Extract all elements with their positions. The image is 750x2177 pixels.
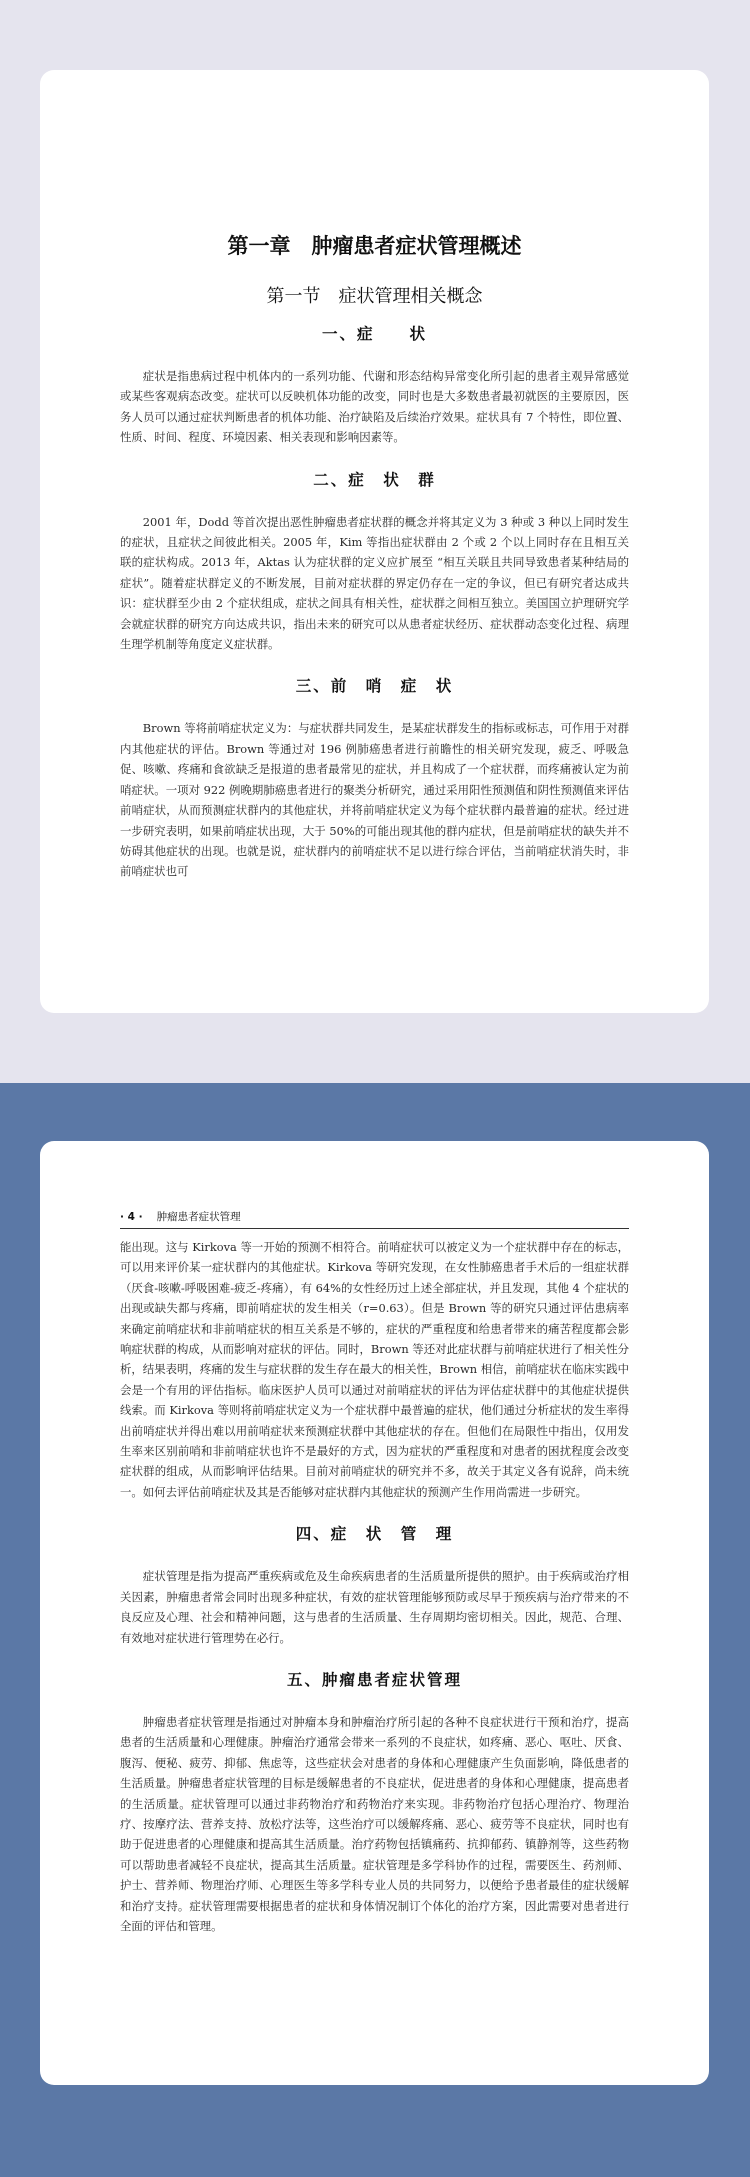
paragraph-symptom-cluster: 2001 年，Dodd 等首次提出恶性肿瘤患者症状群的概念并将其定义为 3 种或 3 种以上同时发生的症状，且症状之间彼此相关。2005 年，Kim 等指出症状群由 2 个或 2 个以上同时存在且相互关联的症状构成。2013 年，Aktas 认为症状群的定义应扩展至 “相互关联且共同导致患者某种结局的症状”。随着症状群定义的不断发展，目前对症状群的界定仍存在一定的争议，但已有研究者达成共识：症状群至少由 2 个症状组成，症状之间具有相关性，症状群之间相互独立。美国国立护理研究学会就症状群的研究方向达成共识，指出未来的研究可以从患者症状经历、症状群动态变化过程、病理生理学机制等角度定义症状群。 [120, 514, 629, 652]
paragraph-tumor-symptom-management: 肿瘤患者症状管理是指通过对肿瘤本身和肿瘤治疗所引起的各种不良症状进行干预和治疗，提高患者的生活质量和心理健康。肿瘤治疗通常会带来一系列的不良症状，如疼痛、恶心、呕吐、厌食、腹泻、便秘、疲劳、抑郁、焦虑等，这些症状会对患者的身体和心理健康产生负面影响，降低患者的生活质量。肿瘤患者症状管理的目标是缓解患者的不良症状，促进患者的身体和心理健康，提高患者的生活质量。症状管理可以通过非药物治疗和药物治疗来实现。非药物治疗包括心理治疗、物理治疗、按摩疗法、营养支持、放松疗法等，这些治疗可以缓解疼痛、恶心、疲劳等不良症状，同时也有助于促进患者的心理健康和提高其生活质量。治疗药物包括镇痛药、抗抑郁药、镇静剂等，这些药物可以帮助患者减轻不良症状，提高其生活质量。症状管理是多学科协作的过程，需要医生、药剂师、护士、营养师、物理治疗师、心理医生等多学科专业人员的共同努力，以便给予患者最佳的症状缓解和治疗支持。症状管理需要根据患者的症状和身体情况制订个体化的治疗方案，因此需要对患者进行全面的评估和管理。 [120, 1714, 629, 1933]
document-page-2 [40, 1141, 709, 2085]
section-title: 第一节 症状管理相关概念 [266, 286, 483, 307]
subsection-title-symptom: 一、症 状 [321, 325, 427, 343]
subsection-title-symptom-management: 四、症 状 管 理 [295, 1525, 454, 1544]
paragraph-sentinel-symptom: Brown 等将前哨症状定义为：与症状群共同发生，是某症状群发生的指标或标志，可作用于对群内其他症状的评估。Brown 等通过对 196 例肺癌患者进行前瞻性的相关研究发现，疲乏、呼吸急促、咳嗽、疼痛和食欲缺乏是报道的患者最常见的症状，并且构成了一个症状群，而疼痛被认定为前哨症状。一项对 922 例晚期肺癌患者进行的聚类分析研究，通过采用阳性预测值和阴性预测值来评估前哨症状，从而预测症状群内的其他症状，并将前哨症状定义为每个症状群内最普遍的症状。经过进一步研究表明，如果前哨症状出现，大于 50%的可能出现其他的群内症状，但是前哨症状的缺失并不妨碍其他症状的出现。也就是说，症状群内的前哨症状不足以进行综合评估，当前哨症状消失时，非前哨症状也可 [120, 721, 629, 879]
paragraph-sentinel-continued: 能出现。这与 Kirkova 等一开始的预测不相符合。前哨症状可以被定义为一个症状群中存在的标志，可以用来评价某一症状群内的其他症状。Kirkova 等研究发现，在女性肺癌患者手术后的一组症状群（厌食-咳嗽-呼吸困难-疲乏-疼痛），有 64%的女性经历过上述全部症状，并且发现，其他 4 个症状的出现或缺失都与疼痛，即前哨症状的发生相关（r=0.63）。但是 Brown 等的研究只通过评估患病率来确定前哨症状和非前哨症状的相互关系是不够的，症状的严重程度和给患者带来的痛苦程度都会影响症状群的构成，从而影响对症状的评估。同时，Brown 等还对此症状群与前哨症状进行了相关性分析，结果表明，疼痛的发生与症状群的发生存在最大的相关性，Brown 相信，前哨症状在临床实践中会是一个有用的评估指标。临床医护人员可以通过对前哨症状的评估为评估症状群中的其他症状提供线索。而 Kirkova 等则将前哨症状定义为一个症状群中最普遍的症状，他们通过分析症状的发生率得出前哨症状并得出难以用前哨症状来预测症状群中其他症状的存在。但他们在局限性中指出，仅用发生率来区别前哨和非前哨症状也许不是最好的方式，因为症状的严重程度和对患者的困扰程度会改变症状群的组成，从而影响评估结果。目前对前哨症状的研究并不多，故关于其定义各有说辞，尚未统一。如何去评估前哨症状及其是否能够对症状群内其他症状的预测产生作用尚需进一步研究。 [120, 1240, 629, 1499]
chapter-title: 第一章 肿瘤患者症状管理概述 [227, 234, 522, 258]
running-head [120, 1209, 629, 1229]
subsection-title-tumor-symptom-management: 五、肿瘤患者症状管理 [286, 1670, 462, 1689]
page-number: · 4 · [120, 1211, 143, 1223]
paragraph-symptom-management: 症状管理是指为提高严重疾病或危及生命疾病患者的生活质量所提供的照护。由于疾病或治疗相关因素，肿瘤患者常会同时出现多种症状，有效的症状管理能够预防或尽早于预疾病与治疗带来的不良反应及心理、社会和精神问题，这与患者的生活质量、生存周期均密切相关。因此，规范、合理、有效地对症状进行管理势在必行。 [120, 1569, 629, 1645]
subsection-title-sentinel-symptom: 三、前 哨 症 状 [295, 677, 454, 696]
paragraph-symptom: 症状是指患病过程中机体内的一系列功能、代谢和形态结构异常变化所引起的患者主观异常感觉或某些客观病态改变。症状可以反映机体功能的改变，同时也是大多数患者最初就医的主要原因，医务人员可以通过症状判断患者的机体功能、治疗缺陷及后续治疗效果。症状具有 7 个特性，即位置、性质、时间、程度、环境因素、相关表现和影响因素等。 [120, 369, 629, 445]
subsection-title-symptom-cluster: 二、症 状 群 [313, 470, 436, 489]
document-page-1 [40, 70, 709, 1013]
running-head-title: 肿瘤患者症状管理 [156, 1211, 241, 1223]
